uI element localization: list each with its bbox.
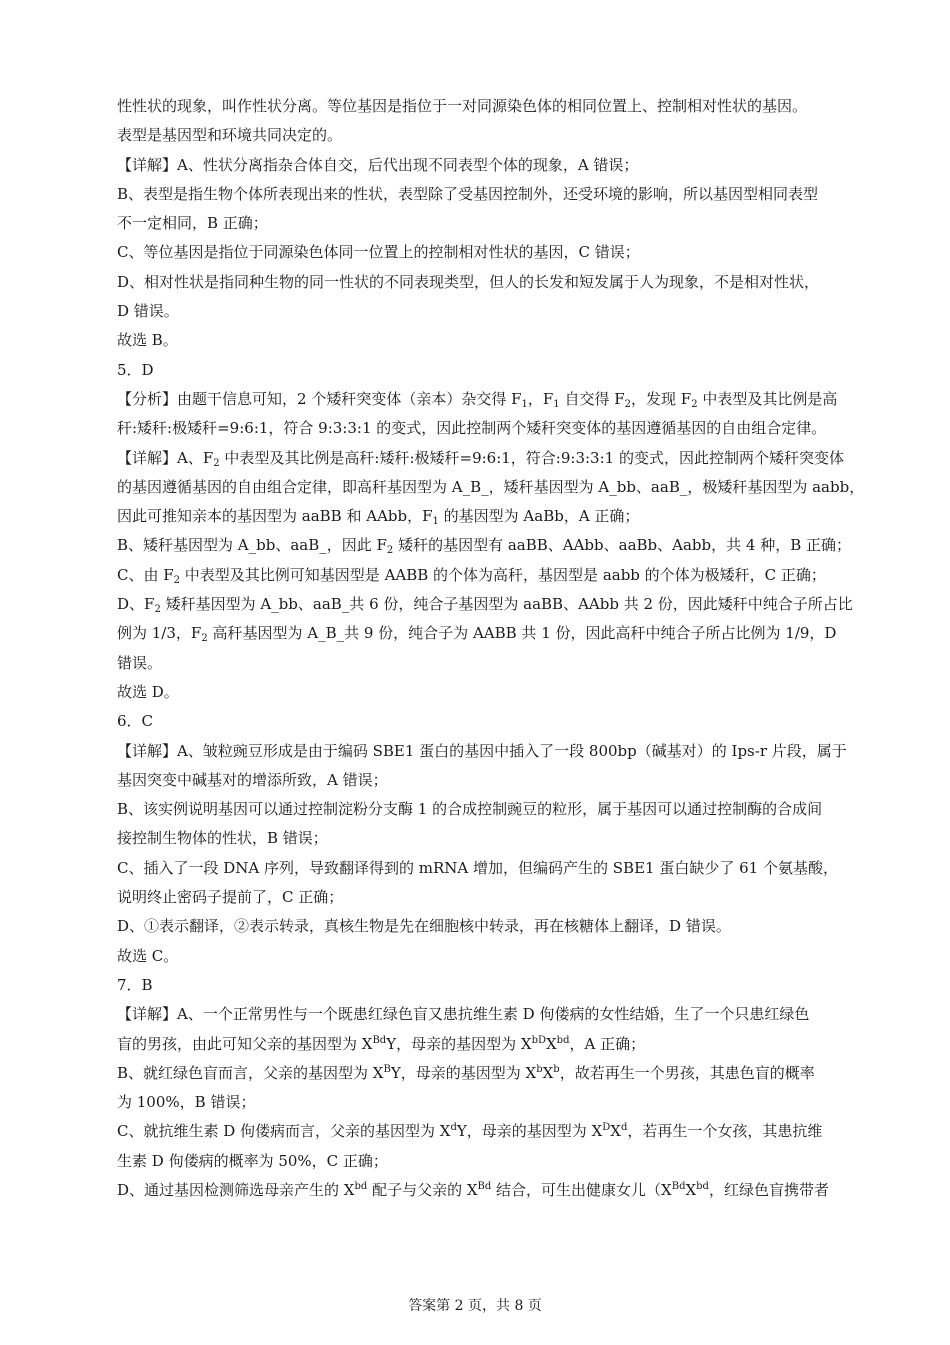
- text-line: 为 100%，B 错误；: [117, 1093, 256, 1112]
- text-line: B、矮秆基因型为 A_bb、aaB_，因此 $F_2$ 矮秆的基因型有 aaBB、AAbb、aaBb、Aabb，共 4 种，B 正确；: [117, 536, 851, 557]
- text-line: B、表型是指生物个体所表现出来的性状，表型除了受基因控制外，还受环境的影响，所以基因型相同表型: [117, 184, 819, 203]
- text-line: C、由 $F_2$ 中表型及其比例可知基因型是 AABB 的个体为高秆，基因型是 aabb 的个体为极矮秆，C 正确；: [117, 565, 826, 586]
- text-line: C、就抗维生素 D 佝偻病而言，父亲的基因型为 $X^dY$，母亲的基因型为 $X^DX^d$，若再生一个女孩，其患抗维: [117, 1122, 823, 1141]
- text-line: 性性状的现象，叫作性状分离。等位基因是指位于一对同源染色体的相同位置上、控制相对性状的基因。: [117, 97, 808, 115]
- text-line: 基因突变中碱基对的增添所致，A 错误；: [117, 770, 388, 789]
- text-line: 例为 1/3，$F_2$ 高秆基因型为 A_B_共 9 份，纯合子为 AABB 共 1 份，因此高秆中纯合子所占比例为 1/9，D: [117, 624, 837, 645]
- text-line: 不一定相同，B 正确；: [117, 214, 268, 233]
- text-line: D、①表示翻译，②表示转录，真核生物是先在细胞核中转录，再在核糖体上翻译，D 错误。: [117, 917, 731, 936]
- answer-body: [117, 92, 865, 1205]
- text-line: 【详解】A、$F_2$ 中表型及其比例是高秆:矮秆:极矮秆=9:6:1，符合:9:3:3:1 的变式，因此控制两个矮秆突变体: [117, 448, 844, 469]
- text-line: 【详解】A、皱粒豌豆形成是由于编码 SBE1 蛋白的基因中插入了一段 800bp（碱基对）的 Ips-r 片段，属于: [117, 741, 847, 760]
- page-footer: 答案第 2 页，共 8 页: [408, 1298, 542, 1314]
- text-line: 7．B: [117, 975, 153, 994]
- text-line: 秆:矮秆:极矮秆=9:6:1，符合 9:3:3:1 的变式，因此控制两个矮秆突变体的基因遵循基因的自由组合定律。: [117, 419, 827, 438]
- text-line: 生素 D 佝偻病的概率为 50%，C 正确；: [117, 1151, 388, 1170]
- text-line: 【详解】A、一个正常男性与一个既患红绿色盲又患抗维生素 D 佝偻病的女性结婚，生了一个只患红绿色: [117, 1005, 810, 1024]
- text-line: D、$F_2$ 矮秆基因型为 A_bb、aaB_共 6 份，纯合子基因型为 aaBB、AAbb 共 2 份，因此矮秆中纯合子所占比: [117, 595, 853, 616]
- text-line: 因此可推知亲本的基因型为 aaBB 和 AAbb，$F_1$ 的基因型为 AaBb，A 正确；: [117, 507, 640, 528]
- text-line: 的基因遵循基因的自由组合定律，即高秆基因型为 A_B_，矮秆基因型为 A_bb、aaB_，极矮秆基因型为 aabb，: [117, 477, 865, 496]
- text-line: 表型是基因型和环境共同决定的。: [117, 126, 343, 145]
- text-line: 【分析】由题干信息可知，2 个矮秆突变体（亲本）杂交得 $F_1$，$F_1$ 自交得 $F_2$，发现 $F_2$ 中表型及其比例是高: [117, 389, 838, 410]
- text-line: 错误。: [117, 653, 163, 672]
- text-line: B、该实例说明基因可以通过控制淀粉分支酶 1 的合成控制豌豆的粒形，属于基因可以通过控制酶的合成间: [117, 800, 823, 819]
- text-line: 说明终止密码子提前了，C 正确；: [117, 888, 344, 907]
- text-line: D、通过基因检测筛选母亲产生的 $X^{bd}$ 配子与父亲的 $X^{Bd}$ 结合，可生出健康女儿（$X^{Bd}X^{bd}$，红绿色盲携带者: [117, 1180, 829, 1199]
- text-line: 5．D: [117, 360, 154, 379]
- text-line: 接控制生物体的性状，B 错误；: [117, 829, 328, 848]
- text-line: C、插入了一段 DNA 序列，导致翻译得到的 mRNA 增加，但编码产生的 SBE1 蛋白缺少了 61 个氨基酸，: [117, 858, 838, 877]
- text-line: 故选 C。: [117, 946, 179, 965]
- text-line: B、就红绿色盲而言，父亲的基因型为 $X^BY$，母亲的基因型为 $X^bX^b$，故若再生一个男孩，其患色盲的概率: [117, 1063, 815, 1082]
- text-line: 盲的男孩，由此可知父亲的基因型为 $X^{Bd}Y$，母亲的基因型为 $X^{bD}X^{bd}$，A 正确；: [117, 1034, 646, 1053]
- text-line: D 错误。: [117, 302, 179, 321]
- text-line: 故选 D。: [117, 682, 179, 701]
- text-line: D、相对性状是指同种生物的同一性状的不同表现类型，但人的长发和短发属于人为现象，不是相对性状，: [117, 272, 820, 291]
- text-line: 6．C: [117, 712, 154, 731]
- text-line: 【详解】A、性状分离指杂合体自交，后代出现不同表型个体的现象，A 错误；: [117, 155, 639, 174]
- text-line: C、等位基因是指位于同源染色体同一位置上的控制相对性状的基因，C 错误；: [117, 243, 640, 262]
- text-line: 故选 B。: [117, 331, 178, 350]
